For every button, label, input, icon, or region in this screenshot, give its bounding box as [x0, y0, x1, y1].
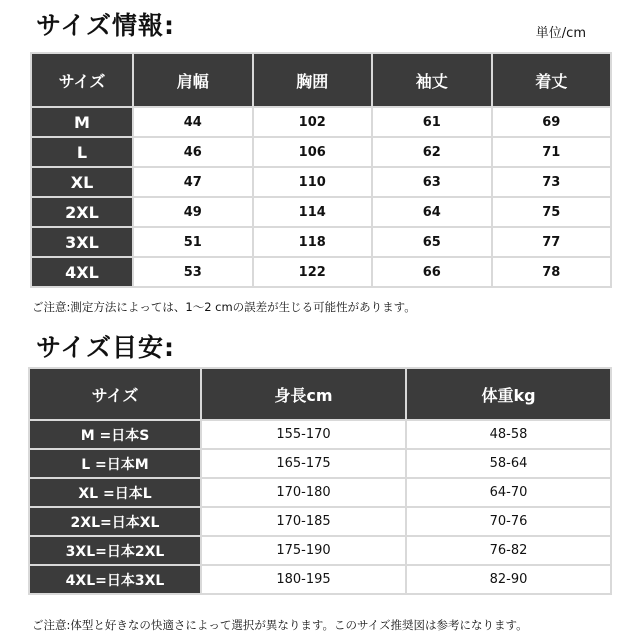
header-weight: 体重kg	[407, 369, 610, 419]
sleeve-value: 61	[373, 108, 491, 136]
unit-label: 単位/cm	[535, 26, 586, 41]
shoulder-value: 47	[134, 168, 252, 196]
length-value: 75	[493, 198, 611, 226]
size-guide-table	[28, 367, 612, 595]
weight-range: 58-64	[407, 450, 610, 477]
table-row	[30, 450, 610, 477]
chest-value: 106	[254, 138, 372, 166]
size-label: M	[32, 108, 132, 136]
table-row	[32, 138, 610, 166]
size-info-table	[30, 52, 612, 288]
table-row	[30, 421, 610, 448]
height-range: 155-170	[202, 421, 405, 448]
size-label: XL =日本L	[30, 479, 200, 506]
table-row	[32, 228, 610, 256]
shoulder-value: 53	[134, 258, 252, 286]
header-chest: 胸囲	[254, 54, 372, 106]
sleeve-value: 66	[373, 258, 491, 286]
header-sleeve: 袖丈	[373, 54, 491, 106]
length-value: 78	[493, 258, 611, 286]
shoulder-value: 46	[134, 138, 252, 166]
shoulder-value: 49	[134, 198, 252, 226]
chest-value: 114	[254, 198, 372, 226]
chest-value: 118	[254, 228, 372, 256]
size-label: 4XL=日本3XL	[30, 566, 200, 593]
height-range: 165-175	[202, 450, 405, 477]
size-label: L =日本M	[30, 450, 200, 477]
weight-range: 48-58	[407, 421, 610, 448]
table-row	[30, 508, 610, 535]
length-value: 69	[493, 108, 611, 136]
size-label: L	[32, 138, 132, 166]
size-label: 4XL	[32, 258, 132, 286]
table-row	[32, 258, 610, 286]
height-range: 180-195	[202, 566, 405, 593]
weight-range: 70-76	[407, 508, 610, 535]
weight-range: 76-82	[407, 537, 610, 564]
table-row	[32, 168, 610, 196]
length-value: 73	[493, 168, 611, 196]
size-label: 3XL	[32, 228, 132, 256]
chest-value: 122	[254, 258, 372, 286]
measurement-note: ご注意:測定方法によっては、1〜2 cmの誤差が生じる可能性があります。	[32, 300, 416, 314]
weight-range: 82-90	[407, 566, 610, 593]
chest-value: 110	[254, 168, 372, 196]
weight-range: 64-70	[407, 479, 610, 506]
height-range: 170-185	[202, 508, 405, 535]
size-label: XL	[32, 168, 132, 196]
header-size: サイズ	[30, 369, 200, 419]
table-row	[30, 537, 610, 564]
length-value: 77	[493, 228, 611, 256]
chest-value: 102	[254, 108, 372, 136]
table-row	[30, 566, 610, 593]
sleeve-value: 65	[373, 228, 491, 256]
table-row	[32, 198, 610, 226]
header-height: 身長cm	[202, 369, 405, 419]
size-label: 2XL	[32, 198, 132, 226]
size-label: M =日本S	[30, 421, 200, 448]
header-shoulder: 肩幅	[134, 54, 252, 106]
shoulder-value: 44	[134, 108, 252, 136]
length-value: 71	[493, 138, 611, 166]
size-label: 2XL=日本XL	[30, 508, 200, 535]
header-length: 着丈	[493, 54, 611, 106]
height-range: 175-190	[202, 537, 405, 564]
size-label: 3XL=日本2XL	[30, 537, 200, 564]
sleeve-value: 63	[373, 168, 491, 196]
height-range: 170-180	[202, 479, 405, 506]
header-size: サイズ	[32, 54, 132, 106]
sleeve-value: 64	[373, 198, 491, 226]
table-row	[30, 479, 610, 506]
fit-note: ご注意:体型と好きなの快適さによって選択が異なります。このサイズ推奨図は参考になります。	[32, 618, 528, 632]
size-info-title: サイズ情報:	[36, 11, 175, 40]
table-header-row	[30, 369, 610, 419]
size-guide-title: サイズ目安:	[36, 333, 175, 362]
table-row	[32, 108, 610, 136]
table-header-row	[32, 54, 610, 106]
shoulder-value: 51	[134, 228, 252, 256]
sleeve-value: 62	[373, 138, 491, 166]
